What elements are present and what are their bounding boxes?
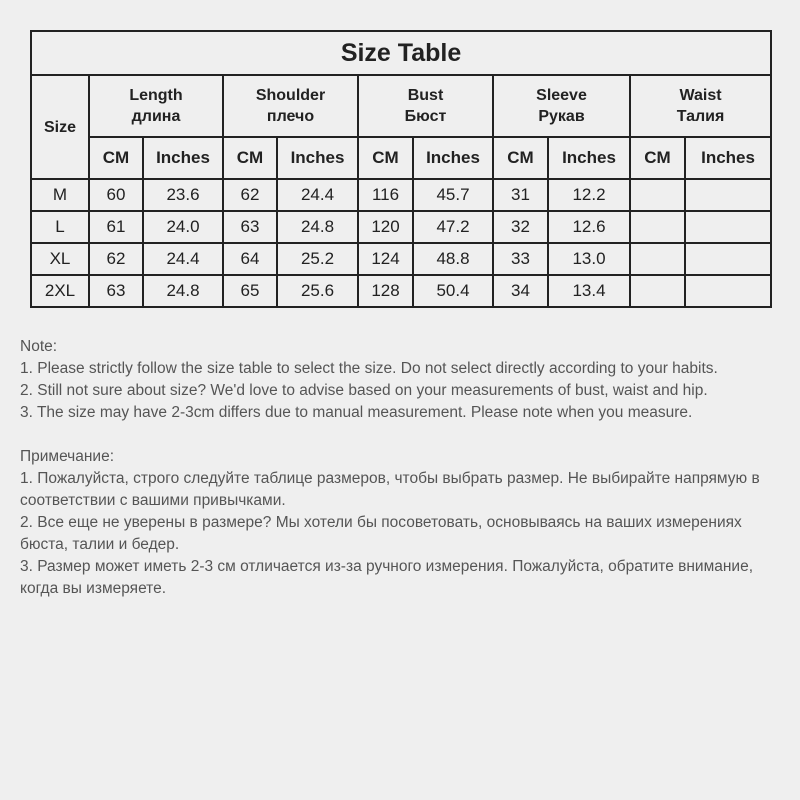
table-cell: 65 [223,275,277,307]
shoulder-header: Shoulder плечо [223,75,358,137]
table-cell: 45.7 [413,179,493,211]
waist-cm-header: CM [630,137,685,179]
table-cell [685,275,771,307]
table-cell: 33 [493,243,548,275]
table-cell: 128 [358,275,413,307]
notes-russian [20,446,790,600]
table-cell [630,211,685,243]
sleeve-cm-header: CM [493,137,548,179]
table-cell: 23.6 [143,179,223,211]
waist-inches-header: Inches [685,137,771,179]
table-row [31,211,771,243]
table-cell [630,275,685,307]
bust-inches-header: Inches [413,137,493,179]
notes-heading: Note: [20,338,58,355]
sleeve-header: Sleeve Рукав [493,75,630,137]
shoulder-cm-header: CM [223,137,277,179]
table-row [31,179,771,211]
table-row [31,275,771,307]
table-cell: 63 [89,275,143,307]
bust-header: Bust Бюст [358,75,493,137]
table-cell: 24.4 [143,243,223,275]
table-cell: 13.0 [548,243,630,275]
size-cell: L [31,211,89,243]
note-line: 1. Пожалуйста, строго следуйте таблице размеров, чтобы выбрать размер. Не выбирайте напрямую в соответствии с вашими привычками. [20,470,760,509]
table-cell: 116 [358,179,413,211]
notes-heading: Примечание: [20,448,115,465]
length-inches-header: Inches [143,137,223,179]
table-cell [685,211,771,243]
table-cell: 63 [223,211,277,243]
table-cell: 47.2 [413,211,493,243]
shoulder-inches-header: Inches [277,137,358,179]
note-line: 2. Все еще не уверены в размере? Мы хотели бы посоветовать, основываясь на ваших измерениях бюста, талии и бедер. [20,514,742,553]
table-cell: 62 [89,243,143,275]
table-cell: 24.4 [277,179,358,211]
table-cell: 32 [493,211,548,243]
sleeve-inches-header: Inches [548,137,630,179]
table-cell: 31 [493,179,548,211]
table-cell: 13.4 [548,275,630,307]
table-cell: 62 [223,179,277,211]
table-cell: 34 [493,275,548,307]
note-line: 2. Still not sure about size? We'd love to advise based on your measurements of bust, waist and hip. [20,382,708,399]
table-cell: 124 [358,243,413,275]
table-row [31,243,771,275]
table-cell: 25.2 [277,243,358,275]
length-cm-header: CM [89,137,143,179]
note-line: 3. Размер может иметь 2-3 см отличается из-за ручного измерения. Пожалуйста, обратите внимание, когда вы измеряете. [20,558,754,597]
table-cell [630,179,685,211]
table-title: Size Table [31,31,771,75]
table-cell: 120 [358,211,413,243]
bust-cm-header: CM [358,137,413,179]
table-cell: 64 [223,243,277,275]
size-cell: XL [31,243,89,275]
waist-header: Waist Талия [630,75,771,137]
table-cell: 24.8 [143,275,223,307]
table-cell: 50.4 [413,275,493,307]
table-cell: 24.0 [143,211,223,243]
table-cell: 25.6 [277,275,358,307]
notes-english [20,336,790,424]
table-cell: 12.2 [548,179,630,211]
table-cell: 61 [89,211,143,243]
length-header: Length длина [89,75,223,137]
table-cell: 60 [89,179,143,211]
size-cell: 2XL [31,275,89,307]
table-cell: 48.8 [413,243,493,275]
size-table [30,30,772,308]
size-column-header: Size [31,75,89,179]
table-cell [685,179,771,211]
note-line: 1. Please strictly follow the size table to select the size. Do not select directly according to your habits. [20,360,718,377]
note-line: 3. The size may have 2-3cm differs due to manual measurement. Please note when you measure. [20,404,693,421]
size-cell: M [31,179,89,211]
table-cell: 12.6 [548,211,630,243]
table-cell [630,243,685,275]
table-cell: 24.8 [277,211,358,243]
table-cell [685,243,771,275]
